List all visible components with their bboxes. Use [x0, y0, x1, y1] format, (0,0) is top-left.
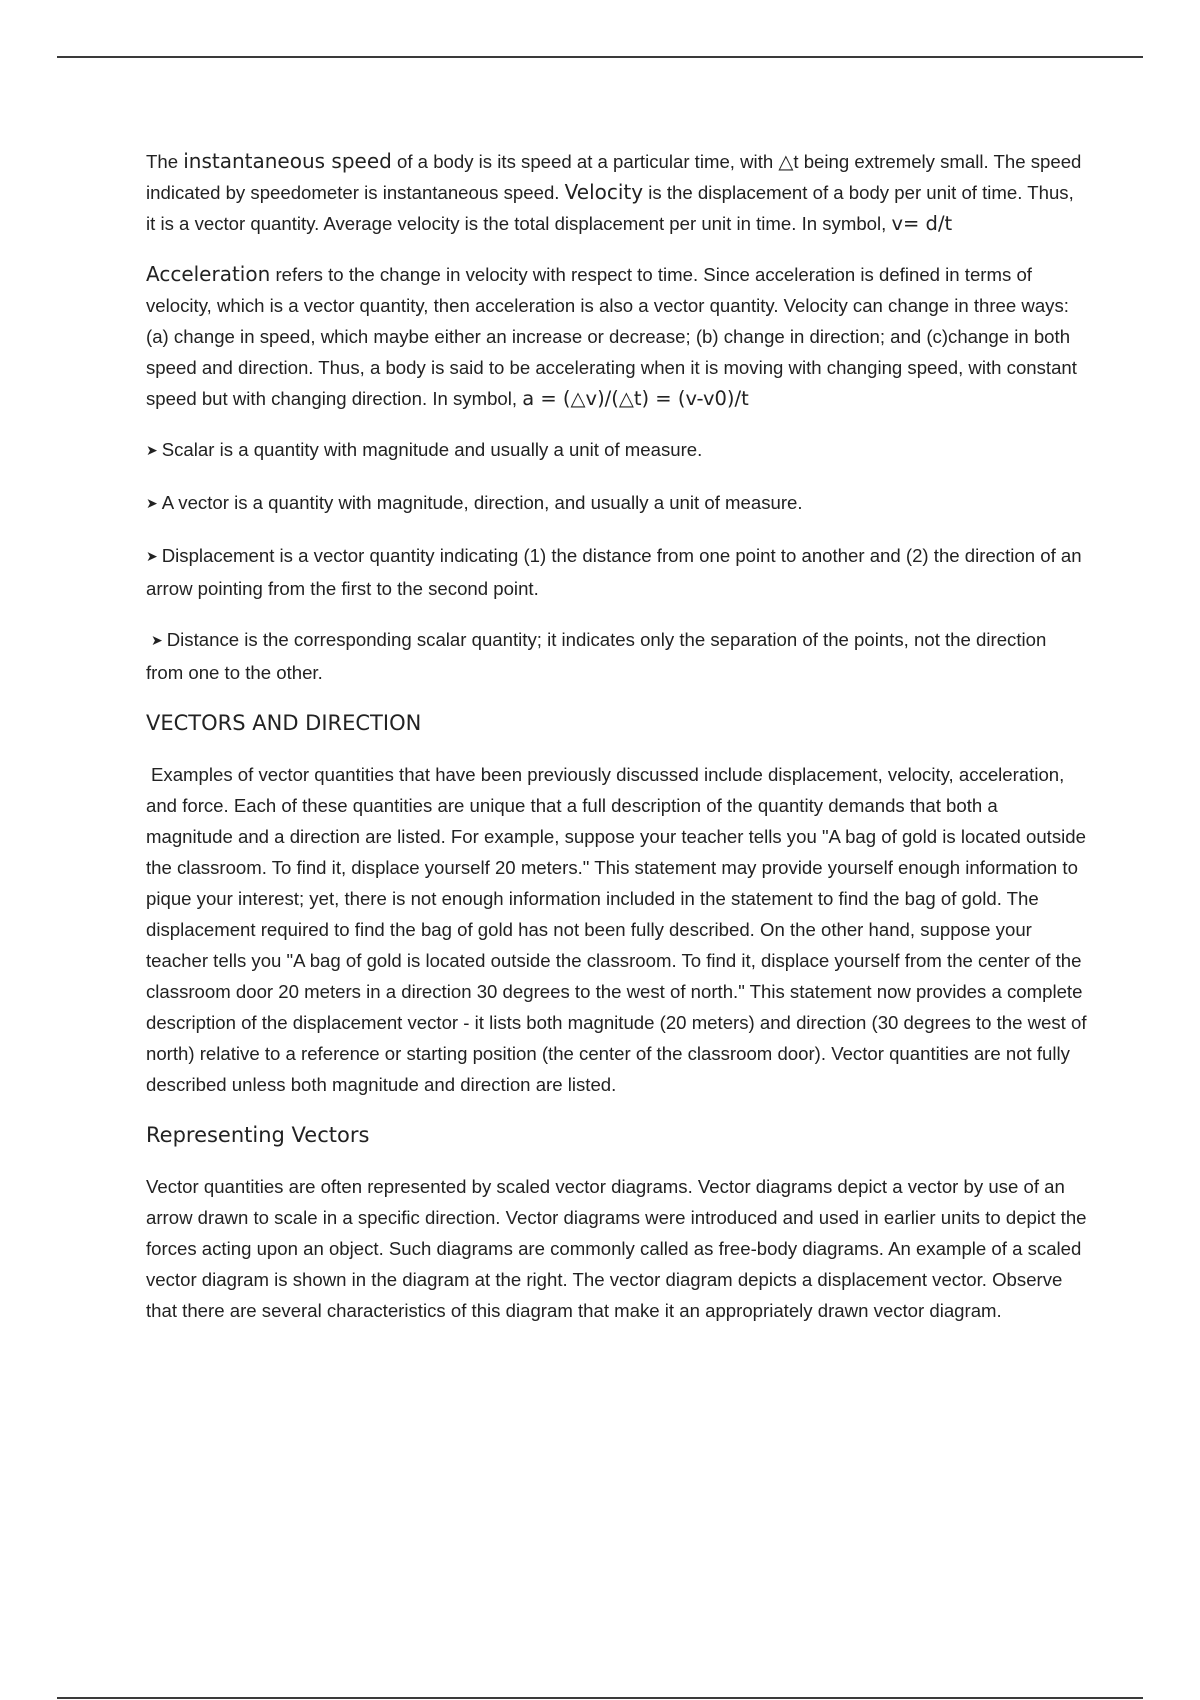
bullet-item-distance — [146, 624, 1088, 688]
bullet-item-vector — [146, 487, 1088, 520]
footer-rule — [57, 1697, 1143, 1699]
bullet-text: A vector is a quantity with magnitude, direction, and usually a unit of measure. — [161, 492, 803, 513]
header-rule — [57, 56, 1143, 58]
document-body — [146, 146, 1088, 1346]
text-run: The — [146, 151, 184, 172]
text-run: Examples of vector quantities that have been previously discussed include displacement, velocity, acceleration, and force. Each of these quantities are unique that a full description of the quantity demands that both a magnitude and a direction are listed. For example, suppose your teacher tells you "A bag of gold is located outside the classroom. To find it, displace yourself 20 meters." This statement may provide yourself enough information to pique your interest; yet, there is not enough information included in the statement to find the bag of gold. The displacement required to find the bag of gold has not been fully described. On the other hand, suppose your teacher tells you "A bag of gold is located outside the classroom. To find it, displace yourself from the center of the classroom door 20 meters in a direction 30 degrees to the west of north." This statement now provides a complete description of the displacement vector - it lists both magnitude (20 meters) and direction (30 degrees to the west of north) relative to a reference or starting position (the center of the classroom door). Vector quantities are not fully described unless both magnitude and direction are listed. — [146, 764, 1087, 1095]
term-instantaneous-speed: instantaneous speed — [183, 149, 392, 173]
delta-symbol: △ — [778, 150, 794, 173]
bullet-item-displacement — [146, 540, 1088, 604]
paragraph-instantaneous-speed — [146, 146, 1088, 239]
bullet-text: Displacement is a vector quantity indicating (1) the distance from one point to another and (2) the direction of an arrow pointing from the first to the second point. — [146, 545, 1082, 599]
text-run: t being extremely small. The speed indicated by speedometer is instantaneous speed. — [146, 151, 1082, 203]
text-run: of a body is its speed at a particular time, with — [391, 151, 779, 172]
paragraph-acceleration — [146, 259, 1088, 414]
paragraph-representing-vectors: Vector quantities are often represented by scaled vector diagrams. Vector diagrams depict a vector by use of an arrow drawn to scale in a specific direction. Vector diagrams were introduced and used in earlier units to depict the forces acting upon an object. Such diagrams are commonly called as free-body diagrams. An example of a scaled vector diagram is shown in the diagram at the right. The vector diagram depicts a displacement vector. Observe that there are several characteristics of this diagram that make it an appropriately drawn vector diagram. — [146, 1176, 1087, 1321]
bullet-item-scalar — [146, 434, 1088, 467]
heading-representing-vectors: Representing Vectors — [146, 1123, 370, 1147]
bullet-arrow-icon: ➤ — [151, 632, 163, 648]
term-acceleration: Acceleration — [146, 262, 271, 286]
text-run: is the displacement of a body per unit of time. Thus, it is a vector quantity. Average velocity is the total displacement per unit in time. In symbol, — [146, 182, 1074, 234]
bullet-text: Distance is the corresponding scalar quantity; it indicates only the separation of the points, not the direction from one to the other. — [146, 629, 1047, 683]
velocity-formula: v= d/t — [891, 212, 953, 235]
text-run: refers to the change in velocity with respect to time. Since acceleration is defined in terms of velocity, which is a vector quantity, then acceleration is also a vector quantity. Velocity can change in three ways: (a) change in speed, which maybe either an increase or decrease; (b) change in direction; and (c)change in both speed and direction. Thus, a body is said to be accelerating when it is moving with changing speed, with constant speed but with changing direction. In symbol, — [146, 264, 1077, 409]
bullet-text: Scalar is a quantity with magnitude and usually a unit of measure. — [161, 439, 703, 460]
bullet-arrow-icon: ➤ — [146, 548, 158, 564]
term-velocity: Velocity — [564, 180, 644, 204]
bullet-arrow-icon: ➤ — [146, 495, 158, 511]
bullet-arrow-icon: ➤ — [146, 442, 158, 458]
paragraph-vectors-and-direction — [146, 759, 1088, 1100]
heading-vectors-and-direction: VECTORS AND DIRECTION — [146, 711, 422, 735]
acceleration-formula: a = (△v)/(△t) = (v-v0)/t — [522, 387, 749, 410]
